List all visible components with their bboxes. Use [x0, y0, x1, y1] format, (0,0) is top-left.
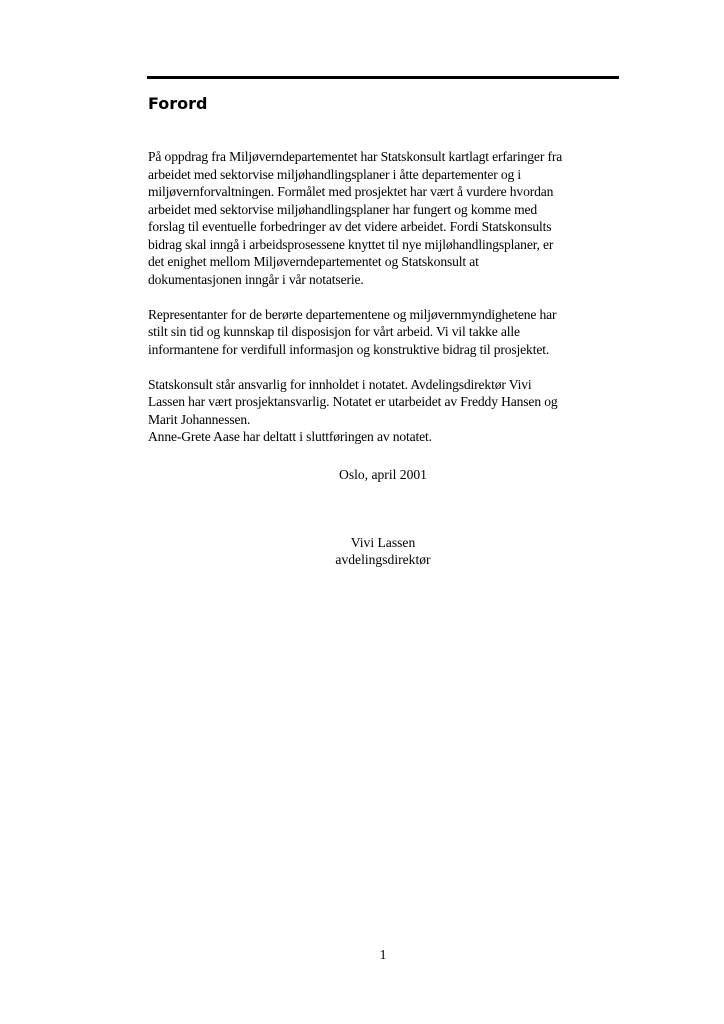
top-rule: [147, 76, 619, 79]
text-line: arbeidet med sektorvise miljøhandlingsplaner har fungert og komme med: [148, 201, 538, 217]
text-line: arbeidet med sektorvise miljøhandlingsplaner i åtte departementer og i: [148, 166, 522, 182]
text-line: miljøvernforvaltningen. Formålet med prosjektet har vært å vurdere hvordan: [148, 184, 554, 199]
signer-name: Vivi Lassen: [350, 535, 416, 550]
text-line: informantene for verdifull informasjon og konstruktive bidrag til prosjektet.: [148, 341, 550, 357]
page-heading: Forord: [148, 94, 208, 113]
text-line: Marit Johannessen.: [148, 411, 251, 427]
text-line: dokumentasjonen inngår i vår notatserie.: [148, 271, 364, 287]
foreword-body: [148, 148, 618, 446]
page-number: 1: [379, 947, 387, 962]
text-line: bidrag skal inngå i arbeidsprosessene knyttet til nye mijløhandlingsplaner, er: [148, 236, 554, 252]
text-line: Statskonsult står ansvarlig for innholdet i notatet. Avdelingsdirektør Vivi: [148, 376, 532, 392]
place-date: Oslo, april 2001: [339, 467, 427, 482]
text-line: Lassen har vært prosjektansvarlig. Notatet er utarbeidet av Freddy Hansen og: [148, 394, 558, 409]
signer-title: avdelingsdirektør: [335, 552, 431, 567]
text-line: Representanter for de berørte departementene og miljøvernmyndighetene har: [148, 306, 557, 322]
text-line: stilt sin tid og kunnskap til disposisjon for vårt arbeid. Vi vil takke alle: [148, 324, 520, 339]
text-line: det enighet mellom Miljøverndepartementet og Statskonsult at: [148, 254, 479, 269]
text-line: Anne-Grete Aase har deltatt i sluttføringen av notatet.: [148, 429, 432, 444]
paragraph-assignment: [148, 148, 618, 288]
paragraph-responsibility: [148, 376, 618, 446]
paragraph-acknowledgements: [148, 306, 618, 359]
text-line: forslag til eventuelle forbedringer av det videre arbeidet. Fordi Statskonsults: [148, 219, 552, 234]
text-line: På oppdrag fra Miljøverndepartementet har Statskonsult kartlagt erfaringer fra: [148, 149, 563, 164]
